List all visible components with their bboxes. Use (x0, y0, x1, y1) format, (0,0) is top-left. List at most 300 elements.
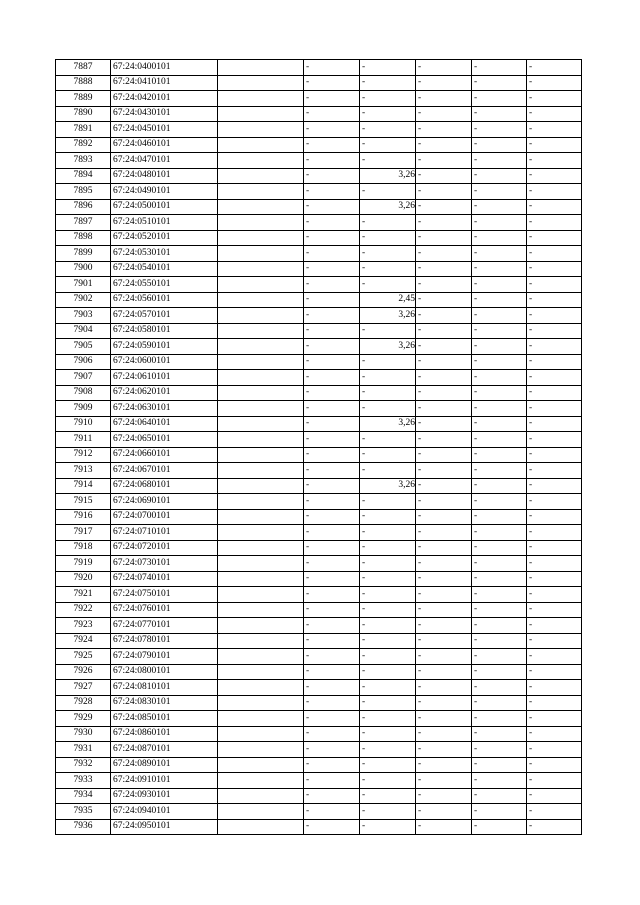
empty-cell (218, 416, 304, 432)
row-number: 7920 (56, 571, 111, 587)
value-cell-2: - (360, 509, 416, 525)
empty-cell (218, 664, 304, 680)
value-cell-5: - (527, 292, 582, 308)
value-cell-5: - (527, 819, 582, 835)
table-row (56, 60, 582, 76)
row-number: 7924 (56, 633, 111, 649)
value-cell-2: - (360, 618, 416, 634)
value-cell-5: - (527, 556, 582, 572)
value-cell-3: - (416, 509, 472, 525)
value-cell-2: - (360, 664, 416, 680)
table-row (56, 153, 582, 169)
row-number: 7915 (56, 494, 111, 510)
value-cell-1: - (304, 385, 360, 401)
value-cell-3: - (416, 184, 472, 200)
value-cell-1: - (304, 75, 360, 91)
value-cell-3: - (416, 370, 472, 386)
empty-cell (218, 432, 304, 448)
value-cell-2: - (360, 215, 416, 231)
row-number: 7891 (56, 122, 111, 138)
table-row (56, 695, 582, 711)
value-cell-4: - (472, 788, 527, 804)
value-cell-1: - (304, 819, 360, 835)
table-row (56, 432, 582, 448)
value-cell-4: - (472, 277, 527, 293)
value-cell-5: - (527, 137, 582, 153)
table-row (56, 494, 582, 510)
value-cell-2: - (360, 385, 416, 401)
value-cell-2: - (360, 556, 416, 572)
table-row (56, 587, 582, 603)
cadastral-code: 67:24:0430101 (111, 106, 218, 122)
value-cell-2: - (360, 711, 416, 727)
value-cell-4: - (472, 137, 527, 153)
row-number: 7934 (56, 788, 111, 804)
row-number: 7910 (56, 416, 111, 432)
cadastral-code: 67:24:0650101 (111, 432, 218, 448)
empty-cell (218, 525, 304, 541)
value-cell-2: - (360, 323, 416, 339)
table-row (56, 75, 582, 91)
value-cell-3: - (416, 60, 472, 76)
value-cell-2: - (360, 401, 416, 417)
empty-cell (218, 726, 304, 742)
cadastral-code: 67:24:0910101 (111, 773, 218, 789)
row-number: 7925 (56, 649, 111, 665)
value-cell-3: - (416, 773, 472, 789)
table-row (56, 664, 582, 680)
value-cell-3: - (416, 277, 472, 293)
value-cell-3: - (416, 308, 472, 324)
row-number: 7919 (56, 556, 111, 572)
table-row (56, 122, 582, 138)
value-cell-1: - (304, 370, 360, 386)
row-number: 7906 (56, 354, 111, 370)
value-cell-5: - (527, 323, 582, 339)
empty-cell (218, 633, 304, 649)
empty-cell (218, 215, 304, 231)
cadastral-code: 67:24:0610101 (111, 370, 218, 386)
cadastral-code: 67:24:0420101 (111, 91, 218, 107)
row-number: 7900 (56, 261, 111, 277)
value-cell-4: - (472, 494, 527, 510)
table-row (56, 618, 582, 634)
empty-cell (218, 478, 304, 494)
row-number: 7899 (56, 246, 111, 262)
value-cell-5: - (527, 199, 582, 215)
cadastral-code: 67:24:0740101 (111, 571, 218, 587)
value-cell-2: - (360, 230, 416, 246)
cadastral-code: 67:24:0800101 (111, 664, 218, 680)
value-cell-5: - (527, 664, 582, 680)
value-cell-1: - (304, 153, 360, 169)
empty-cell (218, 757, 304, 773)
empty-cell (218, 509, 304, 525)
empty-cell (218, 649, 304, 665)
cadastral-code: 67:24:0870101 (111, 742, 218, 758)
value-cell-5: - (527, 447, 582, 463)
value-cell-3: - (416, 122, 472, 138)
value-cell-3: - (416, 463, 472, 479)
value-cell-1: - (304, 788, 360, 804)
table-row (56, 525, 582, 541)
cadastral-code: 67:24:0700101 (111, 509, 218, 525)
empty-cell (218, 773, 304, 789)
table-row (56, 401, 582, 417)
row-number: 7927 (56, 680, 111, 696)
value-cell-5: - (527, 308, 582, 324)
value-cell-5: - (527, 339, 582, 355)
value-cell-4: - (472, 633, 527, 649)
value-cell-4: - (472, 184, 527, 200)
value-cell-3: - (416, 571, 472, 587)
value-cell-3: - (416, 354, 472, 370)
value-cell-4: - (472, 664, 527, 680)
row-number: 7918 (56, 540, 111, 556)
value-cell-5: - (527, 432, 582, 448)
row-number: 7903 (56, 308, 111, 324)
value-cell-1: - (304, 106, 360, 122)
value-cell-5: - (527, 478, 582, 494)
value-cell-5: - (527, 168, 582, 184)
value-cell-1: - (304, 261, 360, 277)
value-cell-2: - (360, 354, 416, 370)
value-cell-3: - (416, 478, 472, 494)
value-cell-5: - (527, 354, 582, 370)
empty-cell (218, 587, 304, 603)
empty-cell (218, 540, 304, 556)
value-cell-2: - (360, 633, 416, 649)
empty-cell (218, 122, 304, 138)
value-cell-5: - (527, 649, 582, 665)
table-row (56, 602, 582, 618)
value-cell-2: - (360, 525, 416, 541)
cadastral-code: 67:24:0770101 (111, 618, 218, 634)
value-cell-2: - (360, 757, 416, 773)
value-cell-2: - (360, 726, 416, 742)
table-row (56, 308, 582, 324)
empty-cell (218, 463, 304, 479)
value-cell-1: - (304, 695, 360, 711)
row-number: 7930 (56, 726, 111, 742)
table-row (56, 184, 582, 200)
value-cell-1: - (304, 587, 360, 603)
value-cell-3: - (416, 556, 472, 572)
value-cell-3: - (416, 757, 472, 773)
value-cell-5: - (527, 540, 582, 556)
value-cell-4: - (472, 509, 527, 525)
cadastral-code: 67:24:0520101 (111, 230, 218, 246)
value-cell-4: - (472, 711, 527, 727)
value-cell-1: - (304, 91, 360, 107)
value-cell-1: - (304, 571, 360, 587)
value-cell-2: - (360, 106, 416, 122)
value-cell-2: - (360, 447, 416, 463)
value-cell-3: - (416, 664, 472, 680)
row-number: 7889 (56, 91, 111, 107)
table-row (56, 385, 582, 401)
value-cell-2: - (360, 788, 416, 804)
value-cell-1: - (304, 292, 360, 308)
value-cell-2: - (360, 695, 416, 711)
value-cell-4: - (472, 804, 527, 820)
value-cell-2: 3,26 (360, 416, 416, 432)
value-cell-5: - (527, 711, 582, 727)
value-cell-4: - (472, 354, 527, 370)
cadastral-code: 67:24:0600101 (111, 354, 218, 370)
cadastral-code: 67:24:0530101 (111, 246, 218, 262)
empty-cell (218, 184, 304, 200)
empty-cell (218, 494, 304, 510)
row-number: 7929 (56, 711, 111, 727)
row-number: 7895 (56, 184, 111, 200)
value-cell-3: - (416, 246, 472, 262)
row-number: 7904 (56, 323, 111, 339)
value-cell-5: - (527, 401, 582, 417)
empty-cell (218, 711, 304, 727)
empty-cell (218, 354, 304, 370)
value-cell-4: - (472, 525, 527, 541)
value-cell-2: - (360, 587, 416, 603)
value-cell-5: - (527, 757, 582, 773)
value-cell-4: - (472, 323, 527, 339)
value-cell-5: - (527, 261, 582, 277)
cadastral-code: 67:24:0490101 (111, 184, 218, 200)
row-number: 7896 (56, 199, 111, 215)
value-cell-4: - (472, 60, 527, 76)
value-cell-2: 3,26 (360, 168, 416, 184)
value-cell-4: - (472, 370, 527, 386)
table-row (56, 540, 582, 556)
value-cell-2: 3,26 (360, 339, 416, 355)
value-cell-5: - (527, 153, 582, 169)
value-cell-4: - (472, 447, 527, 463)
value-cell-4: - (472, 680, 527, 696)
cadastral-code: 67:24:0460101 (111, 137, 218, 153)
value-cell-5: - (527, 416, 582, 432)
value-cell-5: - (527, 804, 582, 820)
value-cell-3: - (416, 215, 472, 231)
value-cell-3: - (416, 525, 472, 541)
empty-cell (218, 804, 304, 820)
table-row (56, 571, 582, 587)
value-cell-2: 3,26 (360, 478, 416, 494)
row-number: 7913 (56, 463, 111, 479)
table-row (56, 819, 582, 835)
cadastral-code: 67:24:0790101 (111, 649, 218, 665)
cadastral-code: 67:24:0860101 (111, 726, 218, 742)
row-number: 7932 (56, 757, 111, 773)
value-cell-1: - (304, 711, 360, 727)
value-cell-3: - (416, 339, 472, 355)
value-cell-5: - (527, 571, 582, 587)
value-cell-5: - (527, 494, 582, 510)
cadastral-code: 67:24:0720101 (111, 540, 218, 556)
row-number: 7902 (56, 292, 111, 308)
value-cell-4: - (472, 757, 527, 773)
cadastral-code: 67:24:0410101 (111, 75, 218, 91)
table-row (56, 649, 582, 665)
value-cell-4: - (472, 168, 527, 184)
cadastral-code: 67:24:0670101 (111, 463, 218, 479)
cadastral-code: 67:24:0660101 (111, 447, 218, 463)
value-cell-3: - (416, 416, 472, 432)
value-cell-4: - (472, 556, 527, 572)
row-number: 7887 (56, 60, 111, 76)
value-cell-5: - (527, 277, 582, 293)
row-number: 7897 (56, 215, 111, 231)
value-cell-3: - (416, 447, 472, 463)
value-cell-4: - (472, 261, 527, 277)
value-cell-2: - (360, 91, 416, 107)
value-cell-4: - (472, 618, 527, 634)
row-number: 7892 (56, 137, 111, 153)
table-row (56, 354, 582, 370)
value-cell-3: - (416, 230, 472, 246)
row-number: 7923 (56, 618, 111, 634)
value-cell-1: - (304, 122, 360, 138)
cadastral-code: 67:24:0540101 (111, 261, 218, 277)
value-cell-4: - (472, 153, 527, 169)
value-cell-1: - (304, 463, 360, 479)
value-cell-3: - (416, 494, 472, 510)
cadastral-code: 67:24:0940101 (111, 804, 218, 820)
row-number: 7917 (56, 525, 111, 541)
value-cell-3: - (416, 106, 472, 122)
value-cell-2: - (360, 540, 416, 556)
row-number: 7888 (56, 75, 111, 91)
value-cell-4: - (472, 199, 527, 215)
value-cell-5: - (527, 633, 582, 649)
row-number: 7926 (56, 664, 111, 680)
cadastral-code: 67:24:0470101 (111, 153, 218, 169)
value-cell-2: - (360, 261, 416, 277)
value-cell-5: - (527, 184, 582, 200)
table-row (56, 711, 582, 727)
value-cell-1: - (304, 773, 360, 789)
row-number: 7935 (56, 804, 111, 820)
empty-cell (218, 339, 304, 355)
row-number: 7916 (56, 509, 111, 525)
table-row (56, 339, 582, 355)
table-row (56, 463, 582, 479)
value-cell-3: - (416, 401, 472, 417)
value-cell-3: - (416, 587, 472, 603)
value-cell-3: - (416, 91, 472, 107)
empty-cell (218, 556, 304, 572)
value-cell-1: - (304, 525, 360, 541)
empty-cell (218, 742, 304, 758)
value-cell-5: - (527, 122, 582, 138)
row-number: 7908 (56, 385, 111, 401)
empty-cell (218, 618, 304, 634)
value-cell-3: - (416, 633, 472, 649)
empty-cell (218, 106, 304, 122)
value-cell-4: - (472, 215, 527, 231)
value-cell-1: - (304, 401, 360, 417)
row-number: 7933 (56, 773, 111, 789)
value-cell-3: - (416, 137, 472, 153)
value-cell-3: - (416, 742, 472, 758)
empty-cell (218, 199, 304, 215)
value-cell-1: - (304, 494, 360, 510)
value-cell-1: - (304, 246, 360, 262)
value-cell-2: 3,26 (360, 308, 416, 324)
value-cell-4: - (472, 308, 527, 324)
value-cell-5: - (527, 618, 582, 634)
table-row (56, 106, 582, 122)
value-cell-5: - (527, 463, 582, 479)
table-row (56, 509, 582, 525)
value-cell-2: 3,26 (360, 199, 416, 215)
value-cell-4: - (472, 773, 527, 789)
table-row (56, 137, 582, 153)
value-cell-4: - (472, 463, 527, 479)
empty-cell (218, 385, 304, 401)
value-cell-5: - (527, 695, 582, 711)
empty-cell (218, 571, 304, 587)
value-cell-3: - (416, 680, 472, 696)
empty-cell (218, 60, 304, 76)
value-cell-3: - (416, 804, 472, 820)
table-row (56, 416, 582, 432)
table-body (56, 60, 582, 835)
table-row (56, 292, 582, 308)
value-cell-5: - (527, 370, 582, 386)
cadastral-code: 67:24:0450101 (111, 122, 218, 138)
cadastral-code: 67:24:0930101 (111, 788, 218, 804)
value-cell-5: - (527, 680, 582, 696)
table-row (56, 168, 582, 184)
value-cell-4: - (472, 649, 527, 665)
table-row (56, 804, 582, 820)
value-cell-4: - (472, 292, 527, 308)
value-cell-5: - (527, 788, 582, 804)
value-cell-1: - (304, 680, 360, 696)
value-cell-3: - (416, 602, 472, 618)
value-cell-2: - (360, 137, 416, 153)
value-cell-1: - (304, 215, 360, 231)
value-cell-5: - (527, 385, 582, 401)
row-number: 7921 (56, 587, 111, 603)
value-cell-1: - (304, 277, 360, 293)
cadastral-code: 67:24:0710101 (111, 525, 218, 541)
value-cell-1: - (304, 230, 360, 246)
value-cell-3: - (416, 649, 472, 665)
value-cell-1: - (304, 540, 360, 556)
value-cell-3: - (416, 432, 472, 448)
cadastral-code: 67:24:0400101 (111, 60, 218, 76)
value-cell-1: - (304, 308, 360, 324)
value-cell-1: - (304, 633, 360, 649)
value-cell-3: - (416, 711, 472, 727)
cadastral-code: 67:24:0750101 (111, 587, 218, 603)
value-cell-2: - (360, 122, 416, 138)
value-cell-2: - (360, 184, 416, 200)
value-cell-5: - (527, 106, 582, 122)
value-cell-2: - (360, 571, 416, 587)
empty-cell (218, 308, 304, 324)
table-row (56, 215, 582, 231)
value-cell-4: - (472, 602, 527, 618)
empty-cell (218, 788, 304, 804)
value-cell-5: - (527, 60, 582, 76)
value-cell-4: - (472, 75, 527, 91)
value-cell-3: - (416, 292, 472, 308)
empty-cell (218, 602, 304, 618)
table-row (56, 261, 582, 277)
empty-cell (218, 261, 304, 277)
